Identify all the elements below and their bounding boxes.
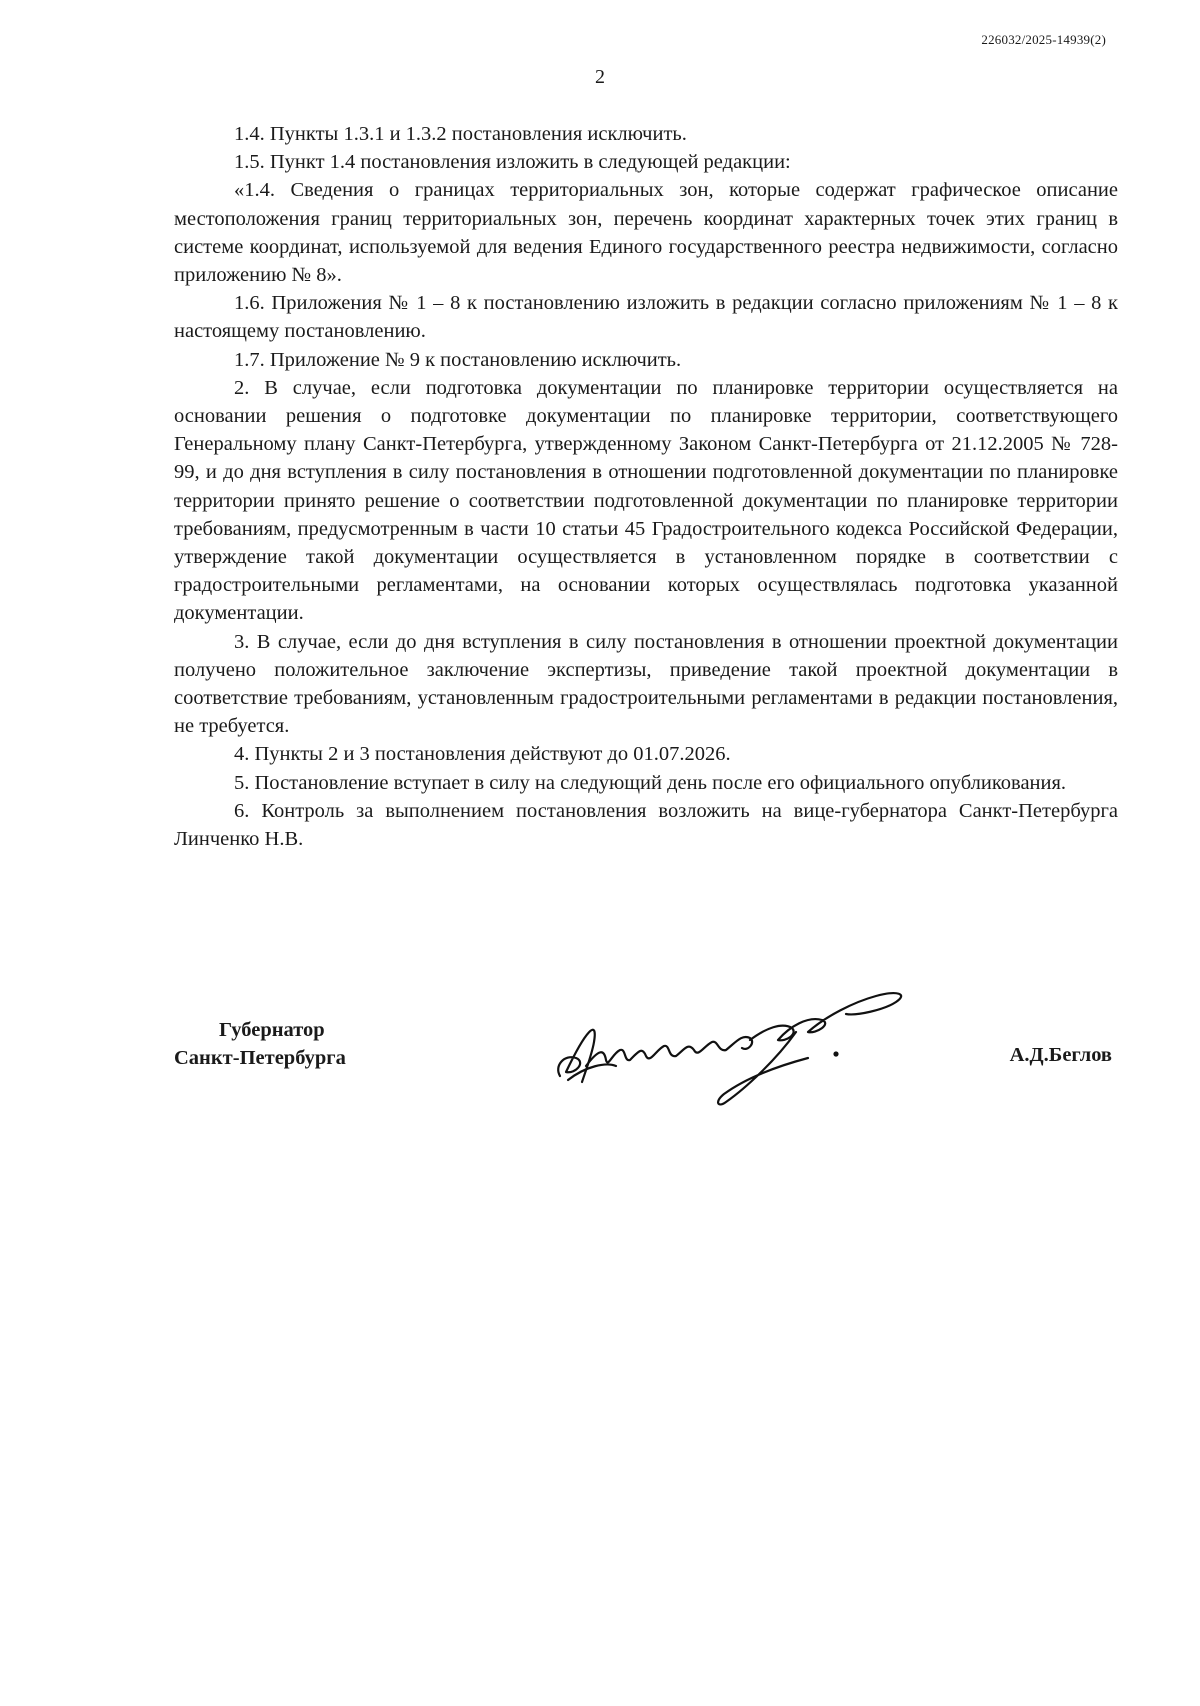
document-number: 226032/2025-14939(2): [981, 32, 1106, 47]
paragraph-1-5: 1.5. Пункт 1.4 постановления изложить в следующей редакции:: [234, 151, 791, 174]
document-body: [174, 120, 1118, 853]
page-number: 2: [595, 66, 605, 88]
paragraph-4: 4. Пункты 2 и 3 постановления действуют до 01.07.2026.: [234, 743, 731, 766]
paragraph-quote-1-4: «1.4. Сведения о границах территориальных зон, которые содержат графическое описание местоположения границ территориальных зон, перечень координат характерных точек этих границ в системе координат, используемой для ведения Единого государственного реестра недвижимости, согласно приложению № 8».: [174, 179, 1118, 287]
paragraph-1-7: 1.7. Приложение № 9 к постановлению исключить.: [234, 348, 682, 371]
paragraph-2: 2. В случае, если подготовка документации по планировке территории осуществляется на основании решения о подготовке документации по планировке территории, соответствующего Генеральному плану Санкт-Петербурга, утвержденному Законом Санкт-Петербурга от 21.12.2005 № 728-99, и до дня вступления в силу постановления в отношении подготовленной документации по планировке территории принято решение о соответствии подготовленной документации по планировке территории требованиям, предусмотренным в части 10 статьи 45 Градостроительного кодекса Российской Федерации, утверждение такой документации осуществляется в установленном порядке в соответствии с градостроительными регламентами, на основании которых осуществлялась подготовка указанной документации.: [174, 376, 1118, 625]
handwritten-signature: [546, 970, 946, 1110]
signer-name: А.Д.Беглов: [1009, 1044, 1112, 1066]
paragraph-6: 6. Контроль за выполнением постановления возложить на вице-губернатора Санкт-Петербурга Линченко Н.В.: [174, 799, 1118, 851]
paragraph-1-6: 1.6. Приложения № 1 – 8 к постановлению изложить в редакции согласно приложениям № 1 – 8 к настоящему постановлению.: [174, 292, 1118, 343]
signer-title-line2: Санкт-Петербурга: [174, 1047, 346, 1069]
signer-title: [174, 1016, 346, 1072]
paragraph-5: 5. Постановление вступает в силу на следующий день после его официального опубликования.: [234, 771, 1067, 794]
signer-title-line1: Губернатор: [219, 1019, 325, 1041]
signature-block: [174, 1016, 1118, 1136]
paragraph-3: 3. В случае, если до дня вступления в силу постановления в отношении проектной документации получено положительное заключение экспертизы, приведение такой проектной документации в соответствие требованиям, установленным градостроительными регламентами в редакции постановления, не требуется.: [174, 630, 1118, 738]
paragraph-1-4: 1.4. Пункты 1.3.1 и 1.3.2 постановления исключить.: [234, 123, 687, 145]
